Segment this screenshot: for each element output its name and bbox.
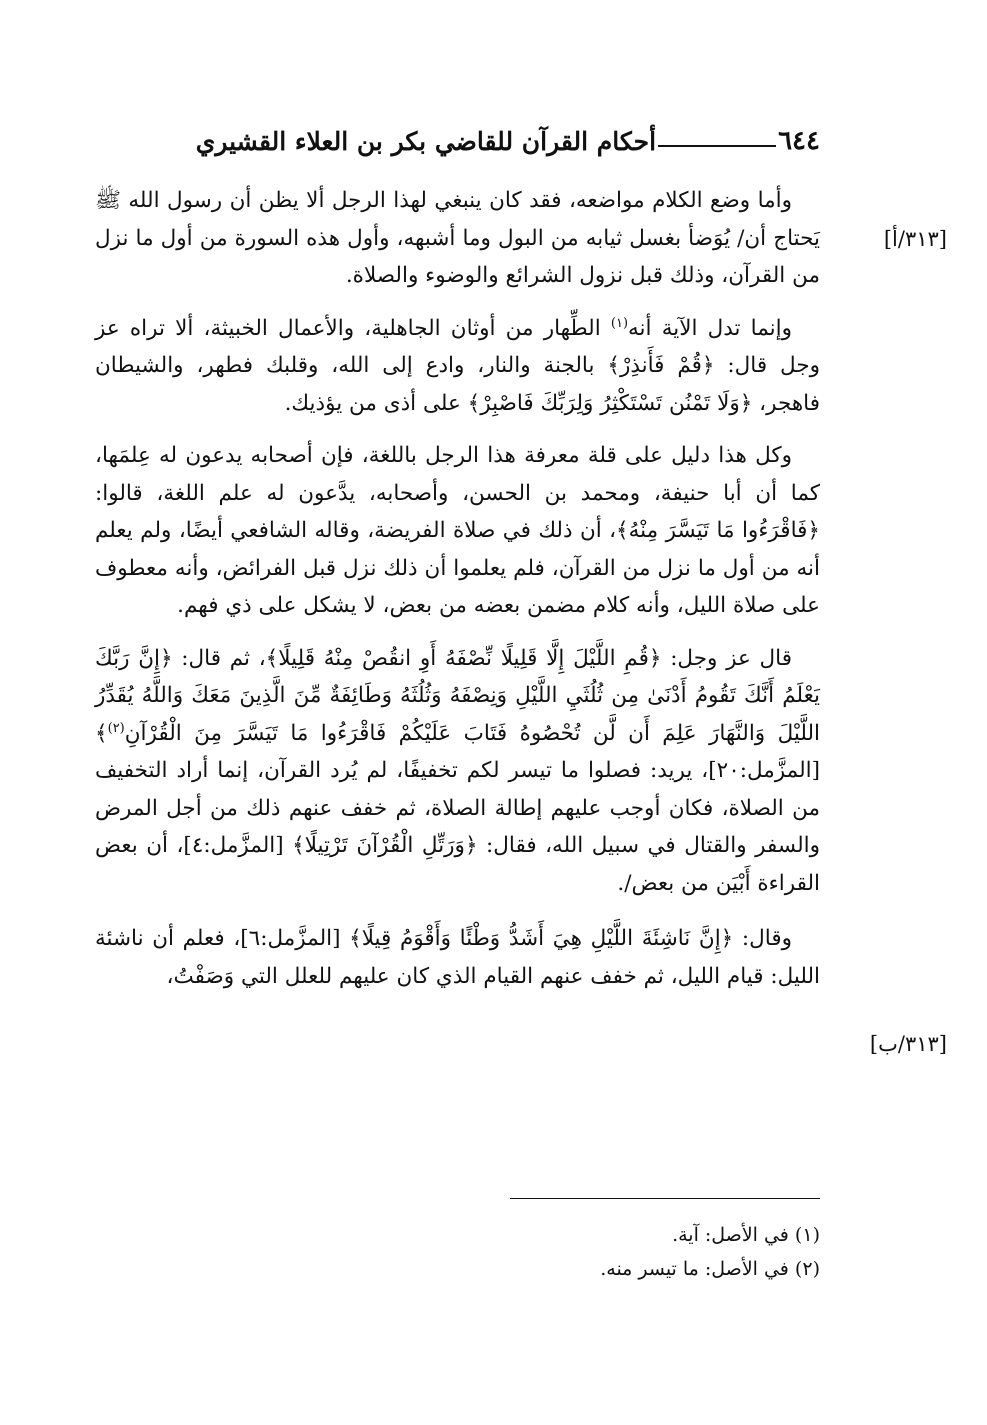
page-number: ٦٤٤ — [778, 126, 820, 156]
margin-reference-second: [٣١٣/ب] — [869, 1032, 947, 1056]
footnote-marker-2: (٢) — [107, 720, 125, 736]
paragraph-2 — [95, 310, 820, 423]
paragraph-4-text-a: قال عز وجل: ﴿قُمِ اللَّيْلَ إِلَّا قَلِيلًا نِّصْفَهُ أَوِ انقُصْ مِنْهُ قَلِيلًا﴾، ثم قال: ﴿إِنَّ رَبَّكَ يَعْلَمُ أَنَّكَ تَقُومُ أَدْنَىٰ مِن ثُلُثَيِ اللَّيْلِ وَنِصْفَهُ وَثُلُثَهُ وَطَائِفَةٌ مِّنَ الَّذِينَ مَعَكَ وَاللَّهُ يُقَدِّرُ اللَّيْلَ وَالنَّهَارَ عَلِمَ أَن لَّن تُحْصُوهُ فَتَابَ عَلَيْكُمْ فَاقْرَءُوا مَا تَيَسَّرَ مِنَ الْقُرْآنِ — [95, 645, 820, 746]
paragraph-3: وكل هذا دليل على قلة معرفة هذا الرجل باللغة، فإن أصحابه يدعون له عِلمَها، كما أن أبا حنيفة، ومحمد بن الحسن، وأصحابه، يدَّعون له علم اللغة، قالوا: ﴿فَاقْرَءُوا مَا تَيَسَّرَ مِنْهُ﴾، أن ذلك في صلاة الفريضة، وقاله الشافعي أيضًا، ولم يعلم أنه من أول ما نزل من القرآن، فلم يعلموا أن ذلك نزل قبل الفرائض، وأنه معطوف على صلاة الليل، وأنه كلام مضمن بعضه من بعض، لا يشكل على ذي فهم. — [95, 443, 820, 618]
header-rule — [658, 145, 776, 147]
footnote-divider — [510, 1198, 820, 1199]
footnote-1: (١) في الأصل: آية. — [672, 1224, 820, 1246]
footnote-marker-1: (١) — [610, 315, 629, 331]
paragraph-5: وقال: ﴿إِنَّ نَاشِئَةَ اللَّيْلِ هِيَ أَشَدُّ وَطْئًا وَأَقْوَمُ قِيلًا﴾ [المزَّمل:٦]، فعلم أن ناشئة الليل: قيام الليل، ثم خفف عنهم القيام الذي كان عليهم للعلل التي وَصَفْتُ، — [95, 926, 820, 989]
paragraph-4 — [95, 640, 820, 903]
footnote-2: (٢) في الأصل: ما تيسر منه. — [600, 1258, 820, 1280]
book-title: أحكام القرآن للقاضي بكر بن العلاء القشيري — [195, 127, 657, 156]
margin-reference-first: [٣١٣/أ] — [883, 227, 947, 251]
page-header — [95, 112, 820, 156]
paragraph-2-text-b: الطِّهار من أوثان الجاهلية، والأعمال الخبيثة، ألا تراه عز وجل قال: ﴿قُمْ فَأَنذِرْ﴾ بالجنة والنار، وادع إلى الله، وقلبك فطهر، والشيطان فاهجر، ﴿وَلَا تَمْنُن تَسْتَكْثِرُ وَلِرَبِّكَ فَاصْبِرْ﴾ على أذى من يؤذيك. — [95, 315, 820, 416]
paragraph-4-text-b: ﴾[المزَّمل:٢٠]، يريد: فصلوا ما تيسر لكم تخفيفًا، لم يُرد القرآن، إنما أراد التخفيف من الصلاة، فكان أوجب عليهم إطالة الصلاة، ثم خفف عنهم ذلك من أجل المرض والسفر والقتال في سبيل الله، فقال: ﴿وَرَتِّلِ الْقُرْآنَ تَرْتِيلًا﴾ [المزَّمل:٤]، أن بعض القراءة أَبْيَن من بعض/. — [95, 720, 820, 896]
paragraph-2-text-a: وإنما تدل الآية أنه — [628, 315, 792, 341]
paragraph-1: وأما وضع الكلام مواضعه، فقد كان ينبغي لهذا الرجل ألا يظن أن رسول الله ﷺ يَحتاج أن/ يُوَضأ بغسل ثيابه من البول وما أشبهه، وأول هذه السورة من أول ما نزل من القرآن، وذلك قبل نزول الشرائع والوضوء والصلاة. — [95, 188, 820, 288]
footnotes — [95, 1218, 820, 1286]
main-text — [95, 182, 820, 1010]
